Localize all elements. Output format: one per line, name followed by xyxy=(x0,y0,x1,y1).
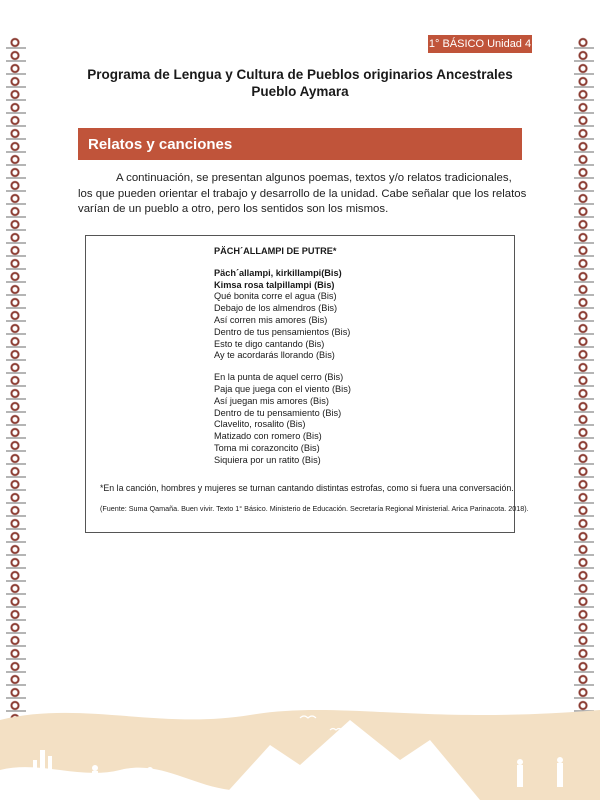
poem-line: Clavelito, rosalito (Bis) xyxy=(214,419,306,430)
poem-line: Esto te digo cantando (Bis) xyxy=(214,338,325,349)
poem-line: Ay te acordarás llorando (Bis) xyxy=(214,350,335,361)
poem-line: Päch´allampi, kirkillampi(Bis) xyxy=(214,267,342,278)
poem-note: *En la canción, hombres y mujeres se turnan cantando distintas estrofas, como si fuera una conversación. xyxy=(100,483,514,493)
poem-line: Dentro de tu pensamiento (Bis) xyxy=(214,407,342,418)
header-title-line1: Programa de Lengua y Cultura de Pueblos originarios Ancestrales xyxy=(87,67,513,82)
header-title-line2: Pueblo Aymara xyxy=(251,84,349,99)
section-title-bar xyxy=(78,128,522,160)
unit-tag: 1° BÁSICO Unidad 4 xyxy=(428,35,532,53)
poem-stanza-1 xyxy=(214,268,504,362)
poem-line: Paja que juega con el viento (Bis) xyxy=(214,383,351,394)
poem-stanza-2 xyxy=(214,372,504,466)
poem-line: Toma mi corazoncito (Bis) xyxy=(214,442,320,453)
page-header xyxy=(0,66,600,100)
footer-landscape-illustration xyxy=(0,690,600,800)
right-decorative-border xyxy=(574,36,594,736)
poem-line: Kimsa rosa talpillampi (Bis) xyxy=(214,279,335,290)
poem-line: Debajo de los almendros (Bis) xyxy=(214,303,338,314)
poem-line: Dentro de tus pensamientos (Bis) xyxy=(214,326,351,337)
poem-line: Siquiera por un ratito (Bis) xyxy=(214,454,321,465)
poem-line: En la punta de aquel cerro (Bis) xyxy=(214,372,344,383)
intro-text: A continuación, se presentan algunos poemas, textos y/o relatos tradicionales, los que pueden orientar el trabajo y desarrollo de la unidad. Cabe señalar que los relatos varían de un pueblo a otro, pero los sentidos son los mismos. xyxy=(78,172,527,215)
poem-line: Así juegan mis amores (Bis) xyxy=(214,395,329,406)
poem-line: Así corren mis amores (Bis) xyxy=(214,314,328,325)
poem-line: Qué bonita corre el agua (Bis) xyxy=(214,291,337,302)
poem-line: Matizado con romero (Bis) xyxy=(214,431,322,442)
intro-paragraph xyxy=(78,171,528,218)
poem-box xyxy=(85,235,529,533)
left-decorative-border xyxy=(6,36,26,736)
poem-source: (Fuente: Suma Qamaña. Buen vivir. Texto 1° Básico. Ministerio de Educación. Secretaría Regional Ministerial. Arica Parinacota. 2018). xyxy=(100,504,529,513)
poem xyxy=(214,246,504,477)
section-title: Relatos y canciones xyxy=(88,135,233,153)
poem-title: PÄCH´ALLAMPI DE PUTRE* xyxy=(214,246,337,256)
